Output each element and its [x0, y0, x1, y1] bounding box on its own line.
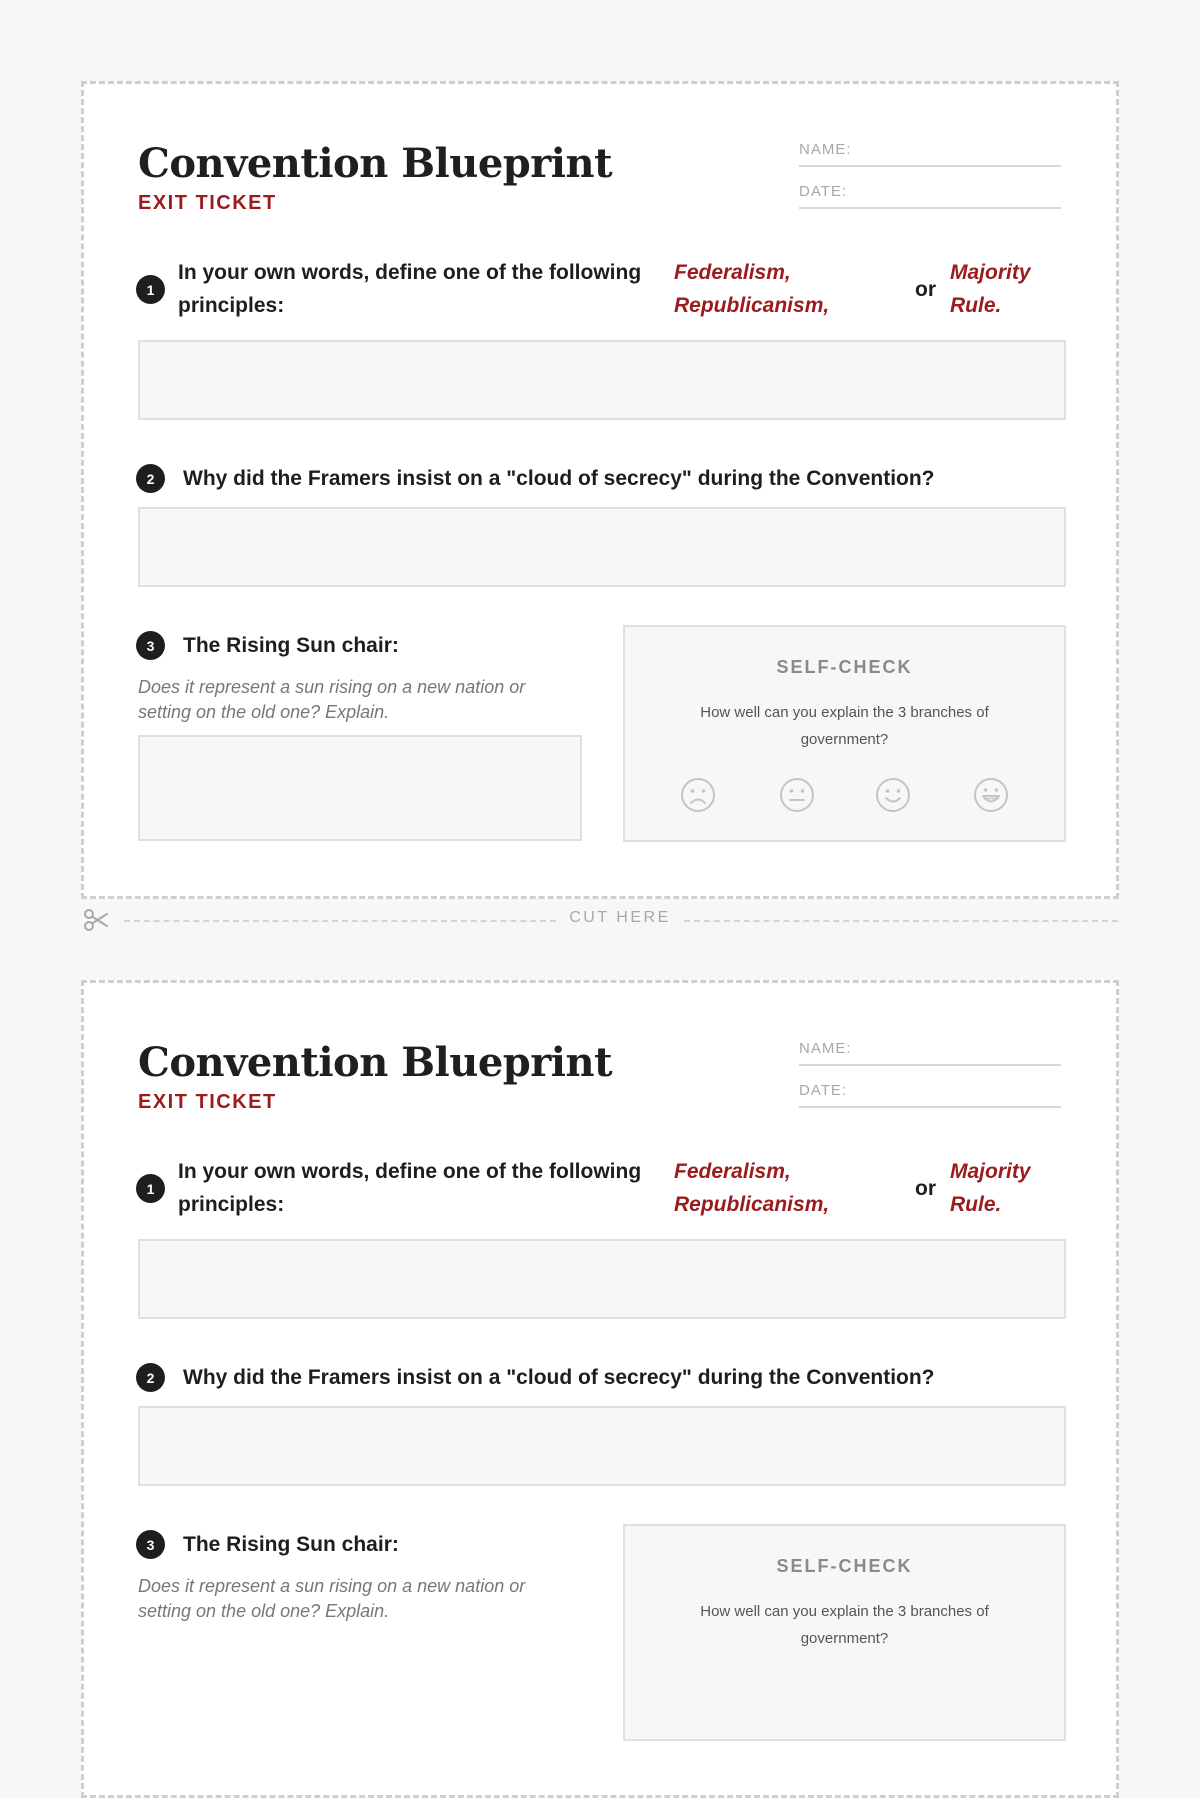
page-title: Convention Blueprint: [138, 140, 613, 187]
question-3-hint: Does it represent a sun rising on a new nation or setting on the old one? Explain.: [138, 1576, 526, 1621]
term-republicanism: Republicanism,: [674, 294, 830, 317]
answer-box-1[interactable]: [138, 1239, 1066, 1319]
neutral-face-icon[interactable]: [779, 777, 815, 813]
self-check-panel: [623, 1524, 1066, 1741]
cut-here-label: CUT HERE: [569, 909, 671, 926]
question-2-text: Why did the Framers insist on a "cloud of secrecy" during the Convention?: [183, 467, 935, 490]
term-rule: Rule.: [950, 294, 1002, 317]
smile-face-icon[interactable]: [875, 777, 911, 813]
term-majority: Majority: [950, 261, 1031, 284]
exit-ticket-1: [81, 81, 1119, 899]
answer-box-2[interactable]: [138, 507, 1066, 587]
sad-face-icon[interactable]: [680, 777, 716, 813]
question-number-badge: 3: [136, 1530, 165, 1559]
self-check-question: How well can you explain the 3 branches of government?: [700, 704, 989, 748]
name-label: NAME:: [799, 141, 852, 158]
self-check-question: How well can you explain the 3 branches of government?: [700, 1603, 989, 1647]
name-field[interactable]: [799, 1034, 1061, 1066]
date-field[interactable]: [799, 1076, 1061, 1108]
connector-or: or: [915, 1177, 936, 1200]
cut-line-right: [684, 920, 1118, 922]
question-number-badge: 2: [136, 464, 165, 493]
subtitle: EXIT TICKET: [138, 192, 277, 214]
answer-box-2[interactable]: [138, 1406, 1066, 1486]
page-title: Convention Blueprint: [138, 1039, 613, 1086]
cut-here-divider: [0, 900, 1200, 940]
self-check-title: SELF-CHECK: [776, 657, 913, 677]
question-number-badge: 1: [136, 1174, 165, 1203]
date-label: DATE:: [799, 183, 848, 200]
connector-or: or: [915, 278, 936, 301]
question-1-text: In your own words, define one of the following principles:: [178, 261, 642, 317]
scissors-icon: [83, 907, 109, 933]
cut-line-left: [124, 920, 556, 922]
term-republicanism: Republicanism,: [674, 1193, 830, 1216]
term-federalism: Federalism,: [674, 1160, 791, 1183]
question-number-badge: 3: [136, 631, 165, 660]
self-check-panel: [623, 625, 1066, 842]
question-1-text: In your own words, define one of the following principles:: [178, 1160, 642, 1216]
date-field[interactable]: [799, 177, 1061, 209]
name-field[interactable]: [799, 135, 1061, 167]
subtitle: EXIT TICKET: [138, 1091, 277, 1113]
name-label: NAME:: [799, 1040, 852, 1057]
self-check-title: SELF-CHECK: [776, 1556, 913, 1576]
question-3-hint: Does it represent a sun rising on a new nation or setting on the old one? Explain.: [138, 677, 526, 722]
term-federalism: Federalism,: [674, 261, 791, 284]
question-3-text: The Rising Sun chair:: [183, 1533, 399, 1556]
date-label: DATE:: [799, 1082, 848, 1099]
question-number-badge: 2: [136, 1363, 165, 1392]
question-number-badge: 1: [136, 275, 165, 304]
question-2-text: Why did the Framers insist on a "cloud of secrecy" during the Convention?: [183, 1366, 935, 1389]
term-majority: Majority: [950, 1160, 1031, 1183]
term-rule: Rule.: [950, 1193, 1002, 1216]
answer-box-1[interactable]: [138, 340, 1066, 420]
question-3-text: The Rising Sun chair:: [183, 634, 399, 657]
exit-ticket-2: [81, 980, 1119, 1798]
answer-box-3[interactable]: [138, 735, 582, 841]
grin-face-icon[interactable]: [973, 777, 1009, 813]
